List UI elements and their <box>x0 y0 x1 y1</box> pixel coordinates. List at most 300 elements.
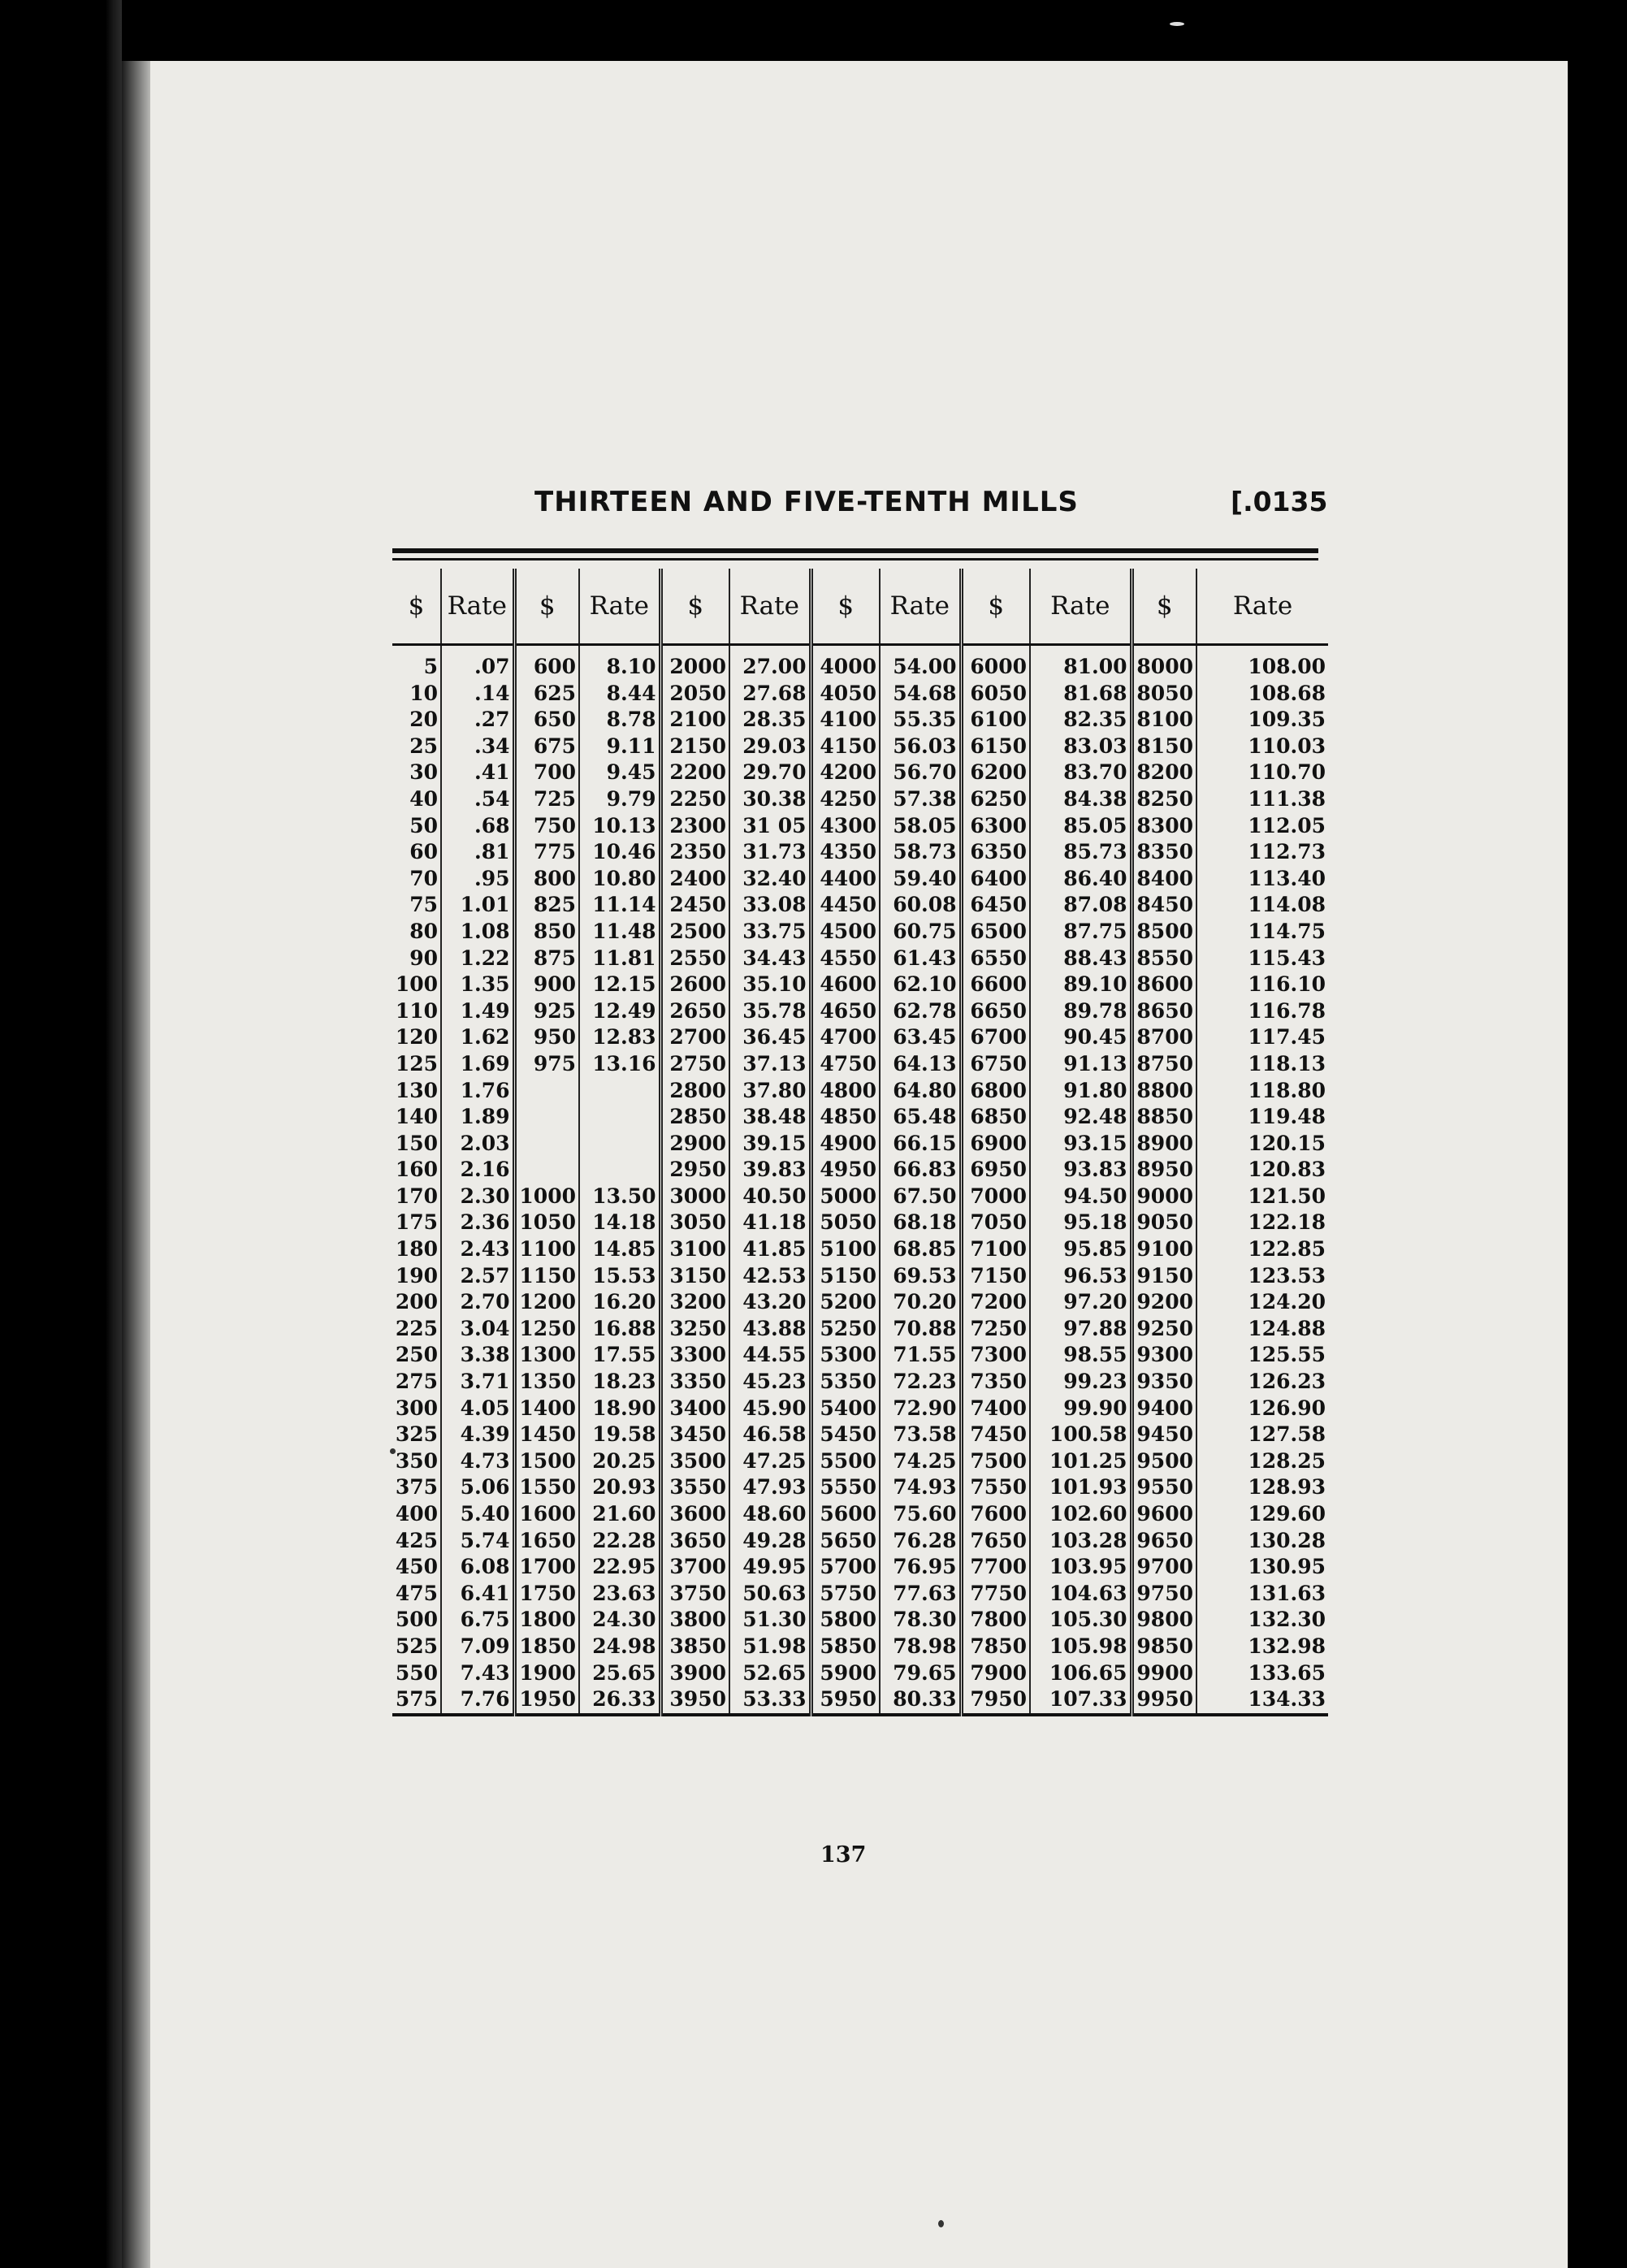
cell-rate: 108.00 <box>1196 645 1328 681</box>
cell-dollars: 2350 <box>660 839 729 866</box>
table-row <box>392 1051 1328 1078</box>
cell-dollars: 4300 <box>811 813 880 840</box>
cell-rate: 43.88 <box>729 1316 811 1343</box>
cell-dollars: 3200 <box>660 1289 729 1316</box>
cell-dollars: 5500 <box>811 1448 880 1475</box>
cell-dollars: 8800 <box>1132 1078 1196 1105</box>
cell-rate: 48.60 <box>729 1501 811 1528</box>
cell-dollars: 7000 <box>961 1184 1030 1210</box>
cell-dollars: 6500 <box>961 919 1030 946</box>
cell-rate: 21.60 <box>579 1501 660 1528</box>
cell-rate: 80.33 <box>880 1686 961 1715</box>
cell-rate: 127.58 <box>1196 1422 1328 1448</box>
table-row <box>392 1131 1328 1158</box>
cell-dollars: 2050 <box>660 681 729 708</box>
cell-rate: 47.93 <box>729 1474 811 1501</box>
cell-rate: 65.48 <box>880 1104 961 1131</box>
cell-rate: 112.05 <box>1196 813 1328 840</box>
cell-rate: 116.78 <box>1196 998 1328 1025</box>
cell-dollars: 300 <box>395 1396 438 1420</box>
cell-dollars: 6350 <box>961 839 1030 866</box>
cell-rate: .68 <box>441 813 514 840</box>
rate-code: [.0135 <box>1231 486 1328 517</box>
cell-rate: 39.15 <box>729 1131 811 1158</box>
cell-dollars: 8000 <box>1132 645 1196 681</box>
cell-dollars: 8450 <box>1132 892 1196 919</box>
cell-rate: 79.65 <box>880 1660 961 1687</box>
cell-rate: 51.98 <box>729 1634 811 1660</box>
top-rule-thin <box>392 558 1318 561</box>
column-header-rate: Rate <box>579 569 660 645</box>
cell-rate: 102.60 <box>1030 1501 1132 1528</box>
cell-rate: 9.11 <box>579 734 660 760</box>
cell-rate: 94.50 <box>1030 1184 1132 1210</box>
cell-dollars: 3400 <box>660 1396 729 1422</box>
cell-dollars: 6600 <box>961 972 1030 998</box>
cell-dollars: 20 <box>409 708 438 732</box>
scan-speck <box>1170 22 1184 26</box>
cell-dollars: 4250 <box>811 786 880 813</box>
cell-rate: 2.43 <box>441 1236 514 1263</box>
cell-rate: 62.10 <box>880 972 961 998</box>
cell-dollars: 1100 <box>514 1236 579 1263</box>
cell-rate: 104.63 <box>1030 1581 1132 1608</box>
cell-dollars: 4350 <box>811 839 880 866</box>
cell-dollars: 4950 <box>811 1157 880 1184</box>
cell-dollars: 6000 <box>961 645 1030 681</box>
cell-rate: 31.73 <box>729 839 811 866</box>
column-header-rate: Rate <box>1196 569 1328 645</box>
table-row <box>392 1474 1328 1501</box>
cell-rate: 69.53 <box>880 1263 961 1290</box>
cell-rate: 6.08 <box>441 1554 514 1581</box>
cell-rate <box>579 1078 660 1105</box>
cell-rate: 70.20 <box>880 1289 961 1316</box>
cell-dollars: 425 <box>395 1528 438 1552</box>
table-row <box>392 1104 1328 1131</box>
cell-dollars: 8700 <box>1132 1024 1196 1051</box>
cell-rate: 64.13 <box>880 1051 961 1078</box>
table-row <box>392 1422 1328 1448</box>
cell-dollars: 200 <box>395 1290 438 1314</box>
cell-rate: 60.08 <box>880 892 961 919</box>
table-row <box>392 1554 1328 1581</box>
cell-rate: 56.70 <box>880 760 961 786</box>
table-row <box>392 1607 1328 1634</box>
cell-dollars: 6300 <box>961 813 1030 840</box>
cell-rate: 115.43 <box>1196 946 1328 972</box>
cell-rate: 20.93 <box>579 1474 660 1501</box>
cell-rate: 88.43 <box>1030 946 1132 972</box>
cell-dollars: 5450 <box>811 1422 880 1448</box>
cell-dollars: 130 <box>395 1078 438 1102</box>
cell-dollars: 9900 <box>1132 1660 1196 1687</box>
cell-dollars: 7500 <box>961 1448 1030 1475</box>
cell-rate: 66.83 <box>880 1157 961 1184</box>
cell-rate: 14.85 <box>579 1236 660 1263</box>
cell-dollars: 275 <box>395 1370 438 1394</box>
cell-rate: 132.98 <box>1196 1634 1328 1660</box>
column-header-rate: Rate <box>1030 569 1132 645</box>
cell-dollars: 5950 <box>811 1686 880 1715</box>
cell-rate: 7.43 <box>441 1660 514 1687</box>
cell-rate: 126.90 <box>1196 1396 1328 1422</box>
cell-dollars: 6750 <box>961 1051 1030 1078</box>
cell-dollars: 2400 <box>660 866 729 893</box>
cell-dollars: 3850 <box>660 1634 729 1660</box>
cell-rate: 1.49 <box>441 998 514 1025</box>
cell-dollars: 6950 <box>961 1157 1030 1184</box>
cell-rate: 16.88 <box>579 1316 660 1343</box>
cell-dollars: 3800 <box>660 1607 729 1634</box>
cell-dollars: 4050 <box>811 681 880 708</box>
cell-dollars: 600 <box>514 645 579 681</box>
cell-rate: 55.35 <box>880 707 961 734</box>
table-row <box>392 1634 1328 1660</box>
cell-rate: 1.01 <box>441 892 514 919</box>
cell-rate: 7.76 <box>441 1686 514 1715</box>
cell-dollars: 7850 <box>961 1634 1030 1660</box>
page-number: 137 <box>820 1842 867 1868</box>
column-header-rate: Rate <box>441 569 514 645</box>
cell-dollars: 9650 <box>1132 1528 1196 1555</box>
cell-rate: 114.75 <box>1196 919 1328 946</box>
cell-rate: 117.45 <box>1196 1024 1328 1051</box>
cell-rate: .14 <box>441 681 514 708</box>
cell-dollars: 525 <box>395 1634 438 1658</box>
table-row <box>392 1342 1328 1369</box>
cell-rate: 56.03 <box>880 734 961 760</box>
cell-dollars: 725 <box>514 786 579 813</box>
cell-dollars: 225 <box>395 1316 438 1340</box>
cell-rate: .41 <box>441 760 514 786</box>
cell-rate: 52.65 <box>729 1660 811 1687</box>
cell-rate: 3.38 <box>441 1342 514 1369</box>
top-rule-thick <box>392 548 1318 553</box>
cell-rate: 19.58 <box>579 1422 660 1448</box>
column-header-dollars: $ <box>1132 569 1196 645</box>
cell-rate: 45.90 <box>729 1396 811 1422</box>
cell-rate: 82.35 <box>1030 707 1132 734</box>
cell-dollars: 8650 <box>1132 998 1196 1025</box>
cell-dollars: 9000 <box>1132 1184 1196 1210</box>
page-title: THIRTEEN AND FIVE-TENTH MILLS <box>534 486 1079 518</box>
cell-rate: 74.93 <box>880 1474 961 1501</box>
cell-rate: 1.69 <box>441 1051 514 1078</box>
cell-dollars: 75 <box>409 893 438 917</box>
cell-rate: 34.43 <box>729 946 811 972</box>
cell-dollars: 2300 <box>660 813 729 840</box>
cell-rate: 3.71 <box>441 1369 514 1396</box>
cell-rate: 122.18 <box>1196 1210 1328 1236</box>
cell-rate: 70.88 <box>880 1316 961 1343</box>
cell-rate: 78.30 <box>880 1607 961 1634</box>
cell-dollars: 7550 <box>961 1474 1030 1501</box>
cell-rate: 35.10 <box>729 972 811 998</box>
scan-speck <box>390 1448 396 1454</box>
cell-rate: 22.28 <box>579 1528 660 1555</box>
cell-dollars: 2850 <box>660 1104 729 1131</box>
cell-dollars: 5100 <box>811 1236 880 1263</box>
cell-dollars: 9250 <box>1132 1316 1196 1343</box>
cell-rate: 7.09 <box>441 1634 514 1660</box>
cell-rate: 133.65 <box>1196 1660 1328 1687</box>
cell-dollars: 775 <box>514 839 579 866</box>
cell-rate: 109.35 <box>1196 707 1328 734</box>
column-header-rate: Rate <box>880 569 961 645</box>
table-row <box>392 1660 1328 1687</box>
cell-dollars: 5800 <box>811 1607 880 1634</box>
cell-rate: 75.60 <box>880 1501 961 1528</box>
cell-dollars: 6800 <box>961 1078 1030 1105</box>
cell-dollars: 450 <box>395 1555 438 1579</box>
cell-dollars: 1900 <box>514 1660 579 1687</box>
cell-rate: 33.75 <box>729 919 811 946</box>
table-row <box>392 892 1328 919</box>
cell-rate: 5.40 <box>441 1501 514 1528</box>
cell-dollars: 3750 <box>660 1581 729 1608</box>
cell-dollars: 8850 <box>1132 1104 1196 1131</box>
cell-dollars: 4550 <box>811 946 880 972</box>
cell-rate: 110.03 <box>1196 734 1328 760</box>
cell-dollars: 9300 <box>1132 1342 1196 1369</box>
cell-dollars: 3550 <box>660 1474 729 1501</box>
cell-dollars: 1800 <box>514 1607 579 1634</box>
cell-dollars: 4700 <box>811 1024 880 1051</box>
cell-dollars: 2700 <box>660 1024 729 1051</box>
cell-dollars: 5900 <box>811 1660 880 1687</box>
cell-rate: 120.15 <box>1196 1131 1328 1158</box>
cell-rate: 98.55 <box>1030 1342 1132 1369</box>
table-row <box>392 1396 1328 1422</box>
table-row <box>392 866 1328 893</box>
cell-rate: 103.28 <box>1030 1528 1132 1555</box>
cell-dollars: 9950 <box>1132 1686 1196 1715</box>
cell-dollars: 900 <box>514 972 579 998</box>
cell-dollars: 750 <box>514 813 579 840</box>
cell-rate: 97.88 <box>1030 1316 1132 1343</box>
cell-rate: 114.08 <box>1196 892 1328 919</box>
cell-dollars: 1150 <box>514 1263 579 1290</box>
cell-dollars: 8300 <box>1132 813 1196 840</box>
cell-rate: 15.53 <box>579 1263 660 1290</box>
cell-dollars: 325 <box>395 1422 438 1447</box>
cell-dollars: 9750 <box>1132 1581 1196 1608</box>
cell-dollars: 3950 <box>660 1686 729 1715</box>
cell-dollars: 3150 <box>660 1263 729 1290</box>
cell-dollars: 9550 <box>1132 1474 1196 1501</box>
cell-rate: 26.33 <box>579 1686 660 1715</box>
cell-rate: 71.55 <box>880 1342 961 1369</box>
cell-dollars: 8900 <box>1132 1131 1196 1158</box>
cell-dollars: 8600 <box>1132 972 1196 998</box>
table-row <box>392 707 1328 734</box>
cell-dollars: 7350 <box>961 1369 1030 1396</box>
table-row <box>392 1024 1328 1051</box>
cell-rate: 86.40 <box>1030 866 1132 893</box>
cell-rate: 4.05 <box>441 1396 514 1422</box>
cell-rate: 76.28 <box>880 1528 961 1555</box>
cell-rate: 103.95 <box>1030 1554 1132 1581</box>
cell-dollars <box>514 1104 579 1131</box>
cell-dollars: 3900 <box>660 1660 729 1687</box>
cell-dollars: 6650 <box>961 998 1030 1025</box>
cell-dollars: 6050 <box>961 681 1030 708</box>
cell-rate: 12.15 <box>579 972 660 998</box>
cell-dollars: 4800 <box>811 1078 880 1105</box>
cell-dollars: 6200 <box>961 760 1030 786</box>
cell-rate: 37.80 <box>729 1078 811 1105</box>
cell-dollars: 5850 <box>811 1634 880 1660</box>
table-row <box>392 1210 1328 1236</box>
cell-rate <box>579 1131 660 1158</box>
table-row <box>392 734 1328 760</box>
cell-dollars: 8250 <box>1132 786 1196 813</box>
cell-rate: 84.38 <box>1030 786 1132 813</box>
cell-rate: 16.20 <box>579 1289 660 1316</box>
cell-dollars: 9200 <box>1132 1289 1196 1316</box>
table-row <box>392 1263 1328 1290</box>
cell-rate: 64.80 <box>880 1078 961 1105</box>
cell-dollars <box>514 1157 579 1184</box>
cell-dollars: 2100 <box>660 707 729 734</box>
cell-rate: 91.13 <box>1030 1051 1132 1078</box>
cell-rate: 131.63 <box>1196 1581 1328 1608</box>
cell-rate: 128.25 <box>1196 1448 1328 1475</box>
table-row <box>392 1501 1328 1528</box>
cell-dollars: 8150 <box>1132 734 1196 760</box>
cell-rate: 33.08 <box>729 892 811 919</box>
cell-rate: 10.13 <box>579 813 660 840</box>
cell-dollars: 4200 <box>811 760 880 786</box>
table-row <box>392 813 1328 840</box>
cell-rate: 53.33 <box>729 1686 811 1715</box>
cell-dollars: 8500 <box>1132 919 1196 946</box>
cell-dollars: 2550 <box>660 946 729 972</box>
cell-dollars: 120 <box>395 1025 438 1050</box>
cell-dollars: 7200 <box>961 1289 1030 1316</box>
cell-dollars: 875 <box>514 946 579 972</box>
cell-dollars: 5400 <box>811 1396 880 1422</box>
cell-rate: 41.85 <box>729 1236 811 1263</box>
cell-rate: 2.16 <box>441 1157 514 1184</box>
cell-dollars: 7750 <box>961 1581 1030 1608</box>
cell-rate: 35.78 <box>729 998 811 1025</box>
cell-rate: 77.63 <box>880 1581 961 1608</box>
cell-dollars: 475 <box>395 1581 438 1605</box>
cell-dollars: 2800 <box>660 1078 729 1105</box>
cell-rate: 95.85 <box>1030 1236 1132 1263</box>
cell-rate: 40.50 <box>729 1184 811 1210</box>
table-row <box>392 1184 1328 1210</box>
cell-rate: 97.20 <box>1030 1289 1132 1316</box>
cell-rate: 58.73 <box>880 839 961 866</box>
column-header-dollars: $ <box>514 569 579 645</box>
cell-dollars: 4150 <box>811 734 880 760</box>
cell-rate: 22.95 <box>579 1554 660 1581</box>
cell-dollars: 5200 <box>811 1289 880 1316</box>
cell-dollars: 2200 <box>660 760 729 786</box>
cell-dollars: 3050 <box>660 1210 729 1236</box>
cell-dollars: 2900 <box>660 1131 729 1158</box>
cell-dollars: 100 <box>395 972 438 997</box>
cell-dollars: 3450 <box>660 1422 729 1448</box>
cell-dollars: 650 <box>514 707 579 734</box>
cell-dollars: 7300 <box>961 1342 1030 1369</box>
cell-dollars: 550 <box>395 1660 438 1685</box>
cell-dollars: 1050 <box>514 1210 579 1236</box>
cell-dollars: 3000 <box>660 1184 729 1210</box>
cell-dollars: 140 <box>395 1105 438 1129</box>
cell-rate: 81.68 <box>1030 681 1132 708</box>
cell-rate: 92.48 <box>1030 1104 1132 1131</box>
table-row <box>392 839 1328 866</box>
cell-rate: 63.45 <box>880 1024 961 1051</box>
cell-dollars: 2150 <box>660 734 729 760</box>
cell-dollars: 8050 <box>1132 681 1196 708</box>
cell-dollars: 625 <box>514 681 579 708</box>
cell-dollars: 3350 <box>660 1369 729 1396</box>
cell-dollars: 4750 <box>811 1051 880 1078</box>
cell-dollars: 7650 <box>961 1528 1030 1555</box>
cell-dollars: 350 <box>395 1448 438 1473</box>
cell-dollars: 4900 <box>811 1131 880 1158</box>
cell-rate: 42.53 <box>729 1263 811 1290</box>
cell-rate: .27 <box>441 707 514 734</box>
cell-rate: 81.00 <box>1030 645 1132 681</box>
table-row <box>392 1236 1328 1263</box>
cell-dollars: 30 <box>409 760 438 785</box>
cell-rate: .54 <box>441 786 514 813</box>
cell-dollars: 1300 <box>514 1342 579 1369</box>
cell-rate: 72.23 <box>880 1369 961 1396</box>
cell-dollars: 1250 <box>514 1316 579 1343</box>
cell-dollars: 5050 <box>811 1210 880 1236</box>
cell-rate: 72.90 <box>880 1396 961 1422</box>
table-row <box>392 1528 1328 1555</box>
cell-rate: 107.33 <box>1030 1686 1132 1715</box>
cell-rate: 93.15 <box>1030 1131 1132 1158</box>
cell-rate: 124.20 <box>1196 1289 1328 1316</box>
cell-rate: 101.93 <box>1030 1474 1132 1501</box>
cell-rate: 1.22 <box>441 946 514 972</box>
cell-rate: 2.30 <box>441 1184 514 1210</box>
cell-rate: 43.20 <box>729 1289 811 1316</box>
cell-rate: 12.49 <box>579 998 660 1025</box>
cell-dollars: 3600 <box>660 1501 729 1528</box>
cell-rate: .07 <box>441 645 514 681</box>
cell-rate: 90.45 <box>1030 1024 1132 1051</box>
cell-rate: 123.53 <box>1196 1263 1328 1290</box>
cell-dollars: 5650 <box>811 1528 880 1555</box>
cell-rate: 1.89 <box>441 1104 514 1131</box>
table-row <box>392 919 1328 946</box>
table-row <box>392 998 1328 1025</box>
cell-rate: 106.65 <box>1030 1660 1132 1687</box>
cell-rate: 130.95 <box>1196 1554 1328 1581</box>
cell-rate: 66.15 <box>880 1131 961 1158</box>
cell-rate: 31 05 <box>729 813 811 840</box>
cell-dollars: 7250 <box>961 1316 1030 1343</box>
cell-rate: 95.18 <box>1030 1210 1132 1236</box>
table-row <box>392 1448 1328 1475</box>
cell-dollars: 9500 <box>1132 1448 1196 1475</box>
column-header-dollars: $ <box>811 569 880 645</box>
cell-dollars: 8750 <box>1132 1051 1196 1078</box>
cell-dollars: 7700 <box>961 1554 1030 1581</box>
cell-dollars: 250 <box>395 1343 438 1367</box>
table-row <box>392 946 1328 972</box>
